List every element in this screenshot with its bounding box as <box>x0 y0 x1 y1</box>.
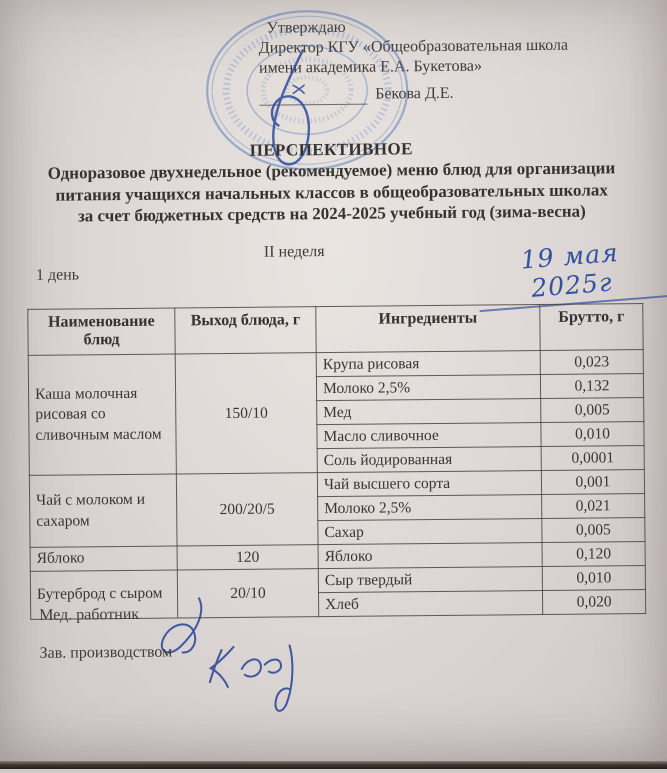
document-heading: ПЕРСПЕКТИВНОЕ <box>249 139 413 160</box>
director-name: Бекова Д.Е. <box>375 84 454 103</box>
col-header-dish: Наименование блюд <box>28 308 175 355</box>
ingredient-name: Яблоко <box>318 543 542 569</box>
ingredient-brutto: 0,010 <box>541 422 644 447</box>
ingredient-name: Масло сливочное <box>317 423 541 449</box>
ingredient-brutto: 0,005 <box>542 518 645 543</box>
ingredient-name: Хлеб <box>318 591 542 617</box>
dish-output: 20/10 <box>177 569 318 618</box>
col-header-brutto: Брутто, г <box>540 304 643 351</box>
ingredient-name: Крупа рисовая <box>316 351 540 377</box>
director-signature-row <box>259 82 659 106</box>
day-label: 1 день <box>35 266 80 284</box>
ingredient-name: Мед <box>317 399 541 425</box>
ingredient-name: Молоко 2,5% <box>316 375 540 401</box>
title-line-3: за счет бюджетных средств на 2024-2025 учебный год (зима-весна) <box>77 201 586 226</box>
ingredient-brutto: 0,005 <box>541 398 644 423</box>
org-name-line2: имени академика Е.А. Букетова» <box>258 57 483 77</box>
ingredient-brutto: 0,132 <box>540 374 643 399</box>
production-manager-label: Зав. производством <box>39 643 173 662</box>
ingredient-brutto: 0,021 <box>542 494 645 519</box>
col-header-output: Выход блюда, г <box>175 307 316 354</box>
approval-block <box>258 15 659 106</box>
title-block <box>0 137 665 228</box>
dish-output: 150/10 <box>175 353 317 474</box>
title-line-1: Одноразовое двухнедельное (рекомендуемое) меню блюд для организации <box>47 158 616 183</box>
col-header-ingredients: Ингредиенты <box>316 305 540 353</box>
ingredient-brutto: 0,023 <box>540 350 643 375</box>
dish-name: Яблоко <box>30 546 177 571</box>
ingredient-name: Сахар <box>318 519 542 545</box>
dish-output: 200/20/5 <box>176 473 318 546</box>
menu-table <box>27 303 646 620</box>
ingredient-brutto: 0,020 <box>542 590 645 615</box>
ingredient-name: Соль йодированная <box>317 447 541 473</box>
dish-output: 120 <box>177 545 318 570</box>
title-line-2: питания учащихся начальных классов в общеобразовательных школах <box>55 179 608 205</box>
dish-name: Бутерброд с сыром <box>30 570 177 619</box>
ingredient-brutto: 0,010 <box>542 566 645 591</box>
org-name-line1: Директор КГУ «Общеобразовательная школа <box>258 36 569 57</box>
ingredient-name: Молоко 2,5% <box>318 495 542 521</box>
ingredient-name: Сыр твердый <box>318 567 542 593</box>
dish-name: Чай с молоком и сахаром <box>29 474 177 547</box>
ingredient-brutto: 0,120 <box>542 542 645 567</box>
med-worker-label: Мед. работник <box>39 605 140 624</box>
ingredient-brutto: 0,0001 <box>541 446 644 471</box>
handwritten-date: 19 мая 2025г <box>475 234 667 312</box>
week-label: II неделя <box>263 243 325 261</box>
ingredient-brutto: 0,001 <box>541 470 644 495</box>
approval-label: Утверждаю <box>266 18 346 37</box>
production-manager-signature <box>210 645 293 711</box>
ingredient-name: Чай высшего сорта <box>317 471 541 497</box>
table-header-row <box>28 304 643 356</box>
signature-line <box>259 90 367 106</box>
dish-name: Каша молочная рисовая со сливочным маслом <box>28 354 176 475</box>
photo-bottom-edge <box>0 761 667 769</box>
